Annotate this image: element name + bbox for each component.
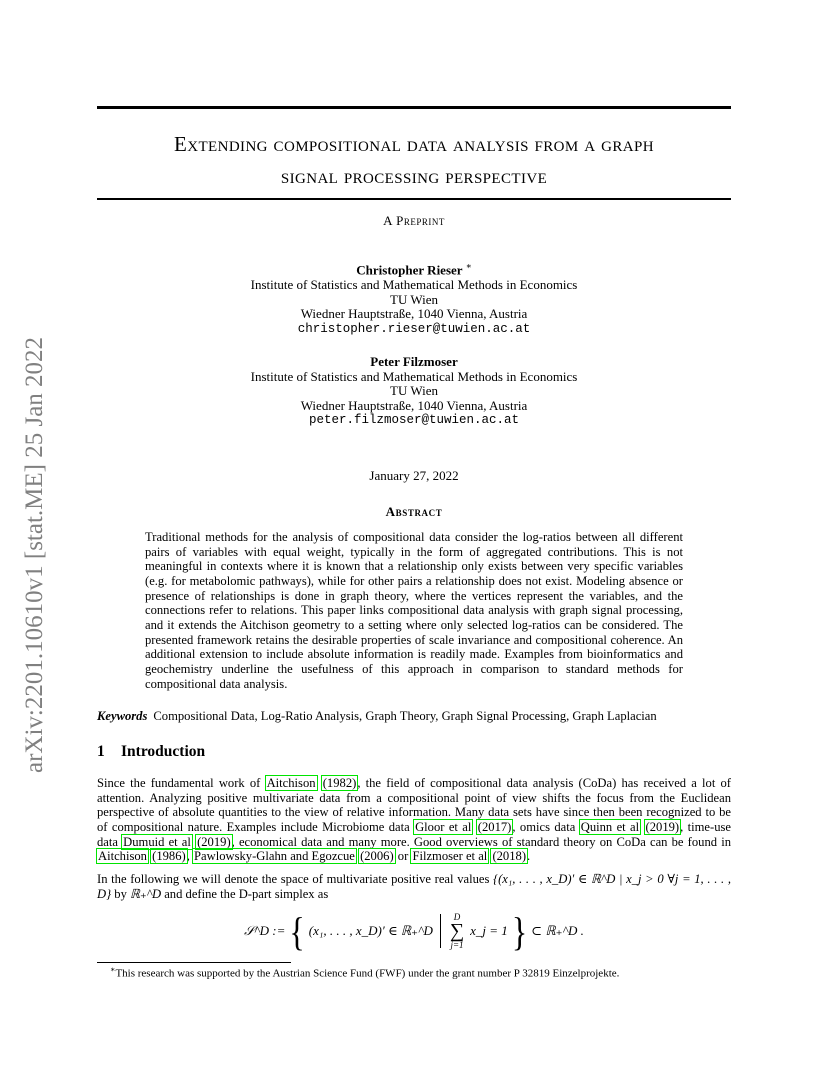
simplex-equation	[97, 908, 731, 956]
citation-link[interactable]: Dumuid et al	[123, 834, 191, 849]
citation-year-link[interactable]: (2019)	[197, 834, 231, 849]
title-line-1: Extending compositional data analysis from a graph	[174, 132, 654, 156]
intro-paragraph-1: Since the fundamental work of Aitchison (1982), the field of compositional data analysis (CoDa) has received a lot of attention. Analyzing positive multivariate data from a compositional point of view shifts the focus from the Euclidean perspective of absolute quantities to the view of relative information. Many data sets have since then been recognized to be of compositional nature. Examples include Microbiome data Gloor et al (2017), omics data Quinn et al (2019), time-use data Dumuid et al (2019), economical data and many more. Good overviews of standard theory on CoDa can be found in Aitchison (1986), Pawlowsky-Glahn and Egozcue (2006) or Filzmoser et al (2018).	[97, 776, 732, 864]
summation	[450, 912, 464, 950]
citation-link[interactable]: Aitchison	[266, 776, 316, 790]
left-brace: {	[289, 908, 305, 954]
sum-lower-limit: j=1	[450, 940, 464, 950]
citation-year-link[interactable]: (1982)	[322, 776, 357, 790]
footnote-rule	[97, 962, 291, 963]
set-separator	[440, 914, 441, 948]
citation-year-link[interactable]: (2017)	[477, 819, 512, 834]
citation-link[interactable]: Gloor et al	[415, 819, 472, 834]
citation-year-link[interactable]: (2006)	[360, 849, 394, 864]
citation-link[interactable]: Filzmoser et al	[412, 849, 488, 864]
sum-upper-limit: D	[453, 912, 461, 922]
author-address: Wiedner Hauptstraße, 1040 Vienna, Austria	[300, 306, 528, 322]
author-affiliation: Institute of Statistics and Mathematical Methods in Economics	[250, 276, 578, 292]
title-line-2: signal processing perspective	[280, 164, 548, 188]
intro-paragraph-2: In the following we will denote the space of multivariate positive real values {(x₁, . . . , x_D)′ ∈ ℝ^D | x_j > 0 ∀j = 1, . . . , D} by ℝ₊^D and define the D-part simplex as	[97, 872, 731, 901]
title-bottom-rule	[97, 198, 731, 200]
section-title: Introduction	[121, 743, 206, 760]
keywords-line	[97, 709, 731, 724]
author-block-1	[97, 259, 731, 336]
author-name: Peter Filzmoser	[370, 354, 458, 369]
abstract-text: Traditional methods for the analysis of compositional data consider the log-ratios between all different pairs of variables with equal weight, typically in the form of aggregated contributions. This is not meaningful in contexts where it is known that a relationship only exists between very specific variables (e.g. for metabolomic pathways), while for other pairs a relationship does not exist. Modeling absence or presence of relationships is done in graph theory, where the vertices represent the variables, and the connections refer to relations. This paper links compositional data analysis with graph signal processing, and it extends the Aitchison geometry to a setting where only selected log-ratios can be considered. The presented framework retains the desirable properties of scale invariance and compositional coherence. An additional extension to include absolute information is readily made. Examples from bioinformatics and geochemistry underline the usefulness of this approach in comparison to standard methods for compositional data analysis.	[145, 530, 683, 691]
sigma-symbol: ∑	[449, 920, 465, 942]
inline-math-rplus: ℝ₊^D	[130, 886, 162, 901]
keywords-text: Compositional Data, Log-Ratio Analysis, Graph Theory, Graph Signal Processing, Graph Laplacian	[153, 709, 657, 723]
top-rule	[97, 106, 731, 109]
citation-year-link[interactable]: (2019)	[645, 819, 680, 834]
arxiv-stamp: arXiv:2201.10610v1 [stat.ME] 25 Jan 2022	[21, 336, 48, 773]
citation-year-link[interactable]: (2018)	[492, 849, 527, 864]
author-email[interactable]: christopher.rieser@tuwien.ac.at	[297, 321, 531, 336]
footnote-marker[interactable]: ∗	[465, 261, 472, 271]
author-name: Christopher Rieser ∗	[356, 261, 472, 278]
equation-tuple: (x₁, . . . , x_D)′ ∈ ℝ₊^D	[308, 923, 433, 938]
inline-math-set: {(x₁, . . . , x_D)′ ∈ ℝ^D | x_j > 0 ∀j = 1, . . . , D}	[97, 872, 731, 901]
author-university: TU Wien	[390, 383, 438, 399]
citation-link[interactable]: Aitchison	[98, 849, 147, 864]
paper-title	[97, 128, 731, 192]
citation-year-link[interactable]: (1986)	[152, 849, 186, 864]
footnote-text: This research was supported by the Austrian Science Fund (FWF) under the grant number P 32819 Einzelprojekte.	[115, 967, 620, 980]
footnote-marker: ∗	[110, 965, 116, 974]
author-address: Wiedner Hauptstraße, 1040 Vienna, Austria	[300, 397, 528, 413]
author-email[interactable]: peter.filzmoser@tuwien.ac.at	[308, 413, 520, 428]
abstract-heading: Abstract	[385, 504, 443, 519]
equation-lhs: 𝒮^D :=	[244, 923, 286, 938]
right-brace: }	[511, 908, 528, 954]
preprint-label: A Preprint	[383, 213, 445, 228]
paper-date: January 27, 2022	[369, 468, 459, 483]
author-block-2	[97, 355, 731, 428]
author-affiliation: Institute of Statistics and Mathematical Methods in Economics	[250, 368, 578, 384]
citation-link[interactable]: Quinn et al	[580, 819, 640, 834]
citation-link[interactable]: Pawlowsky-Glahn and Egozcue	[194, 849, 355, 864]
author-university: TU Wien	[390, 291, 438, 307]
section-heading	[97, 743, 205, 761]
equation-rhs: ⊂ ℝ₊^D .	[531, 923, 584, 938]
keywords-label: Keywords	[97, 709, 148, 723]
section-number: 1	[97, 743, 105, 760]
equation-sum-term: x_j = 1	[470, 923, 508, 938]
footnote	[110, 965, 619, 980]
